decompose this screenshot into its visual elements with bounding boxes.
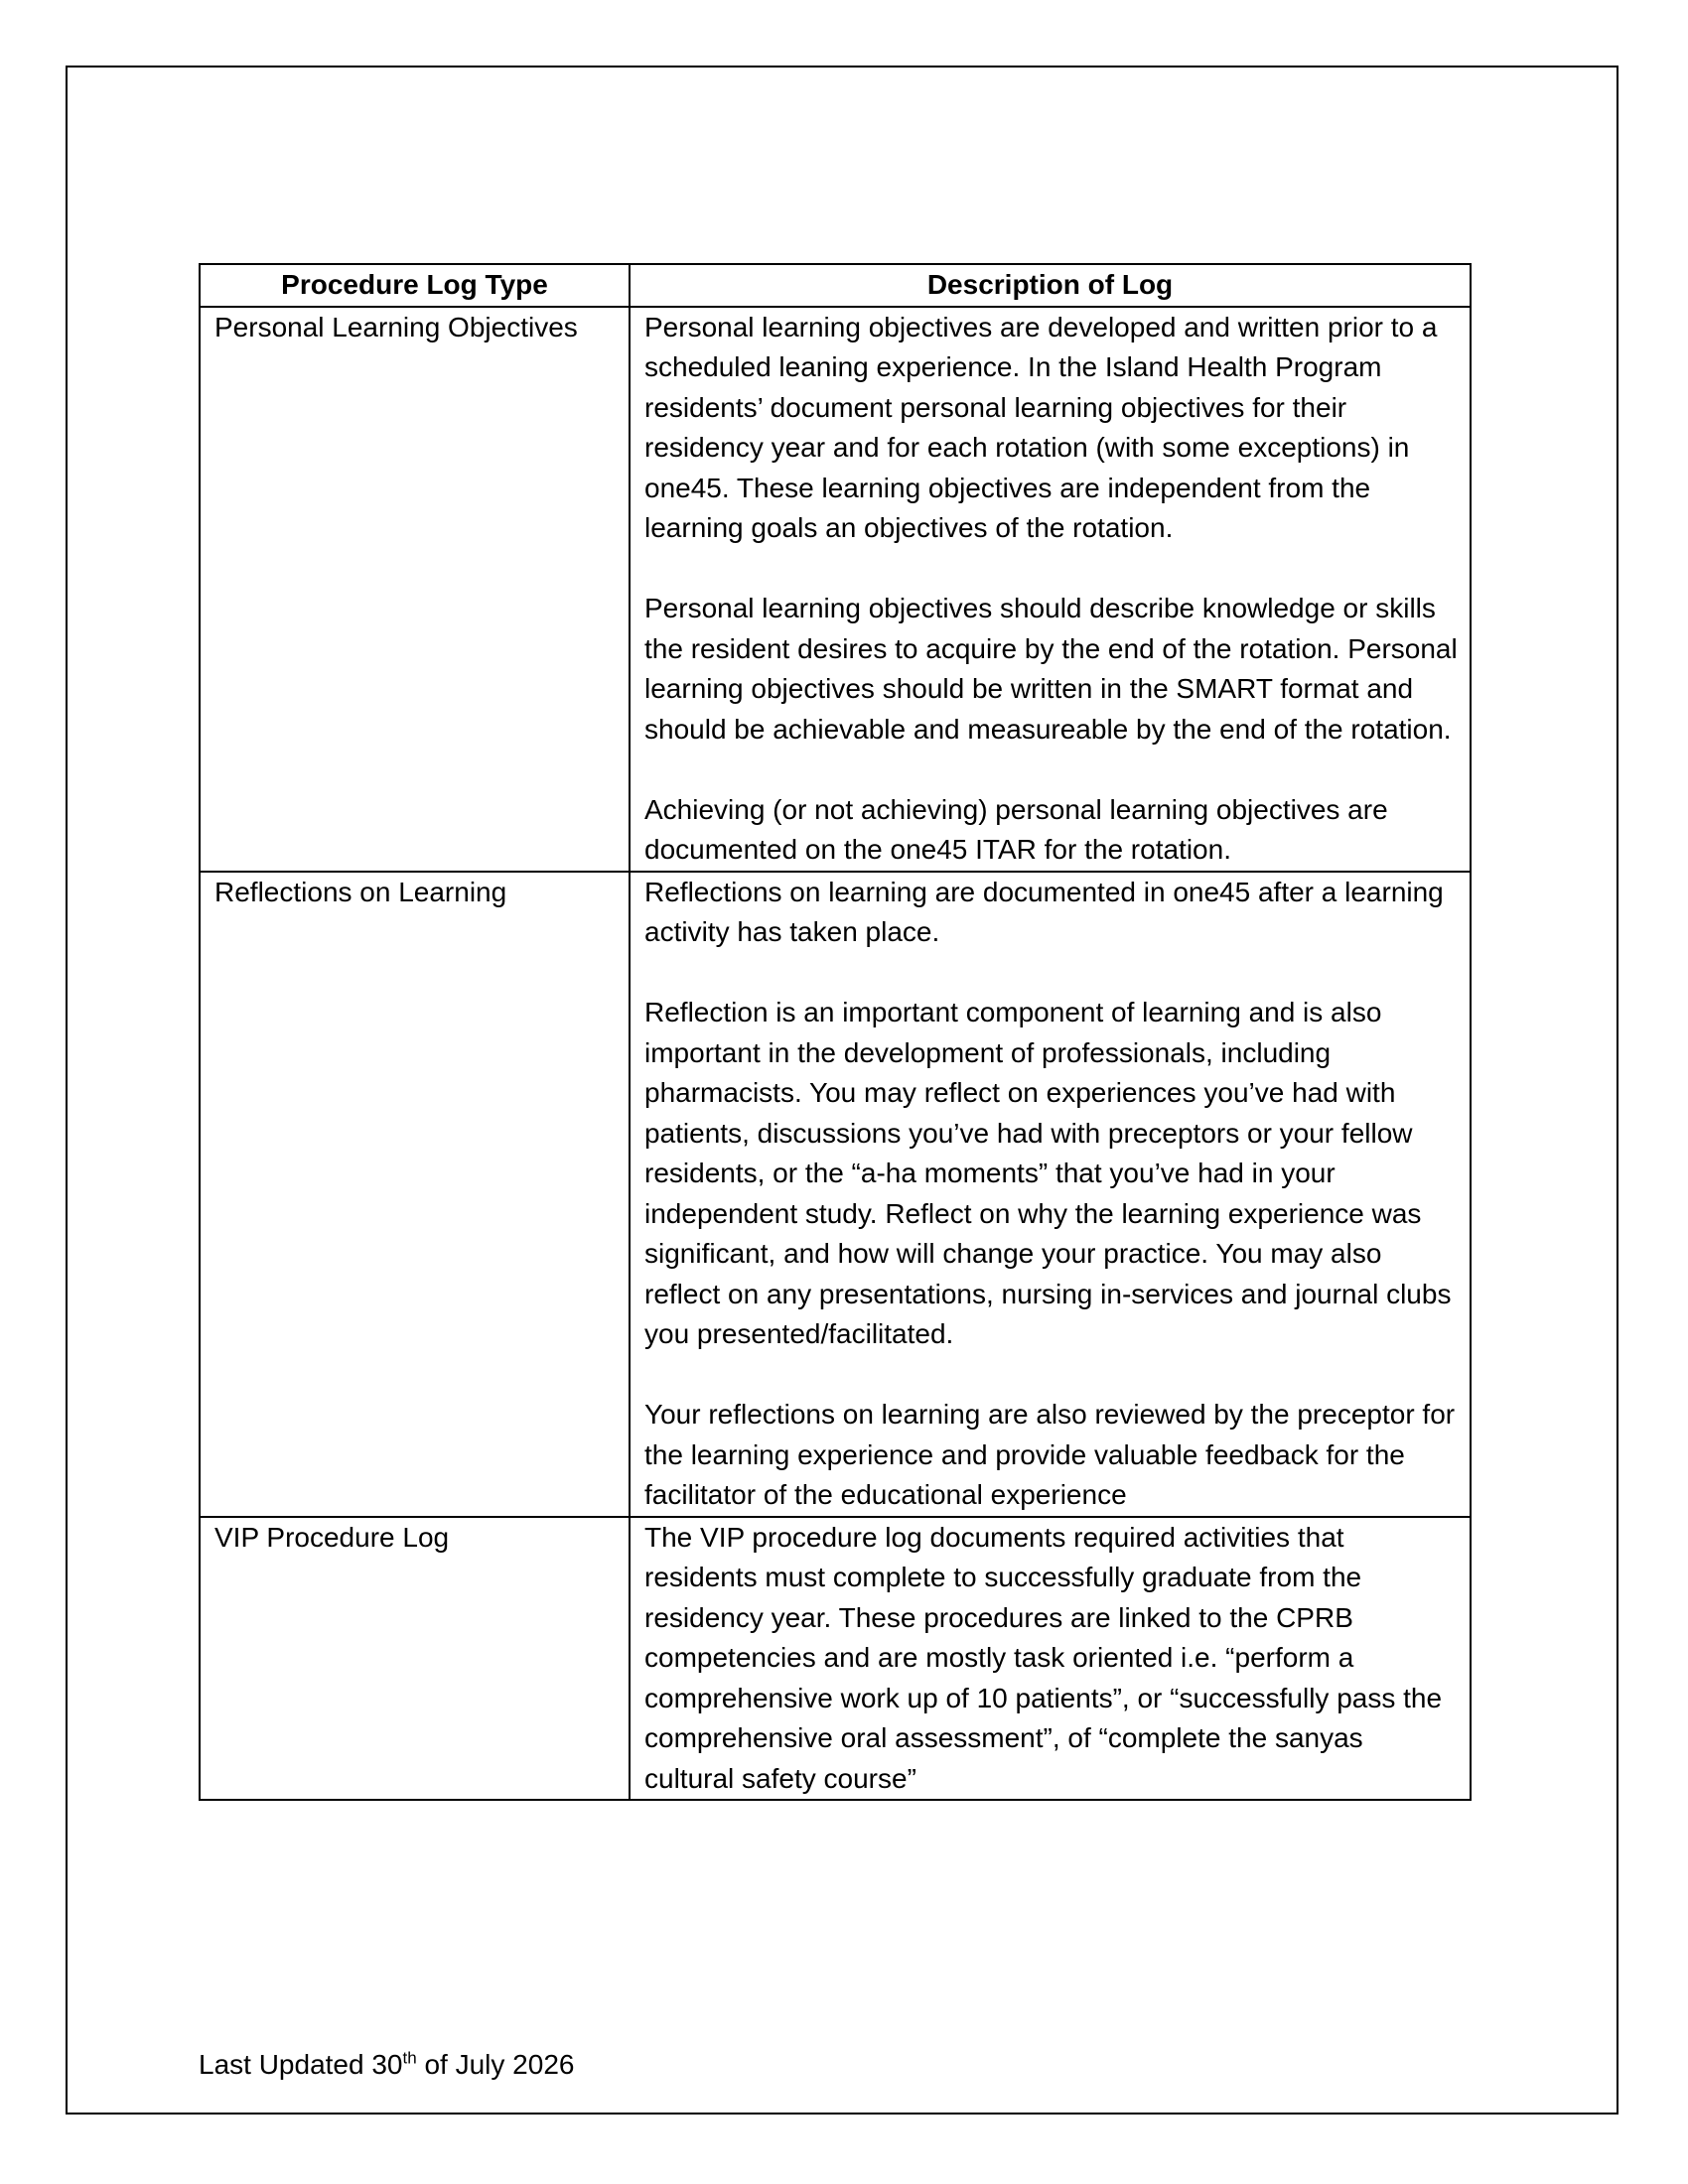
log-description-cell [630, 872, 1471, 1517]
table-row [200, 872, 1471, 1517]
description-paragraph: The VIP procedure log documents required activities that residents must complete to successfully graduate from the residency year. These procedures are linked to the CPRB competencies and are mostly task oriented i.e. “perform a comprehensive work up of 10 patients”, or “successfully pass the comprehensive oral assessment”, of “complete the sanyas cultural safety course” [644, 1521, 1443, 1794]
description-paragraph: Your reflections on learning are also reviewed by the preceptor for the learning experience and provide valuable feedback for the facilitator of the educational experience [644, 1399, 1456, 1510]
log-description-cell [630, 1517, 1471, 1801]
table-row [200, 307, 1471, 872]
header-description-of-log: Description of Log [630, 264, 1471, 307]
last-updated-footer [199, 2045, 574, 2085]
description-paragraph: Achieving (or not achieving) personal learning objectives are documented on the one45 ITAR for the rotation. [644, 793, 1388, 865]
footer-date-prefix: Last Updated 30 [199, 2049, 403, 2080]
table-row [200, 1517, 1471, 1801]
description-paragraph: Personal learning objectives are developed and written prior to a scheduled leaning experience. In the Island Health Program residents’ document personal learning objectives for their residency year and for each rotation (with some exceptions) in one45. These learning objectives are independent from the learning goals an objectives of the rotation. [644, 311, 1438, 543]
log-type-cell: VIP Procedure Log [200, 1517, 630, 1801]
footer-date-ordinal: th [402, 2048, 417, 2068]
table-header-row [200, 264, 1471, 307]
footer-date-suffix: of July 2026 [416, 2049, 575, 2080]
log-type-cell: Reflections on Learning [200, 872, 630, 1517]
header-procedure-log-type: Procedure Log Type [200, 264, 630, 307]
log-type-cell: Personal Learning Objectives [200, 307, 630, 872]
procedure-log-table [199, 263, 1472, 1801]
description-paragraph: Reflection is an important component of learning and is also important in the development of professionals, including pharmacists. You may reflect on experiences you’ve had with patients, discussions you’ve had with preceptors or your fellow residents, or the “a-ha moments” that you’ve had in your independent study. Reflect on why the learning experience was significant, and how will change your practice. You may also reflect on any presentations, nursing in-services and journal clubs you presented/facilitated. [644, 997, 1452, 1349]
description-paragraph: Reflections on learning are documented in one45 after a learning activity has taken place. [644, 876, 1444, 947]
description-paragraph: Personal learning objectives should describe knowledge or skills the resident desires to acquire by the end of the rotation. Personal learning objectives should be written in the SMART format and should be achievable and measureable by the end of the rotation. [644, 593, 1458, 745]
log-description-cell [630, 307, 1471, 872]
